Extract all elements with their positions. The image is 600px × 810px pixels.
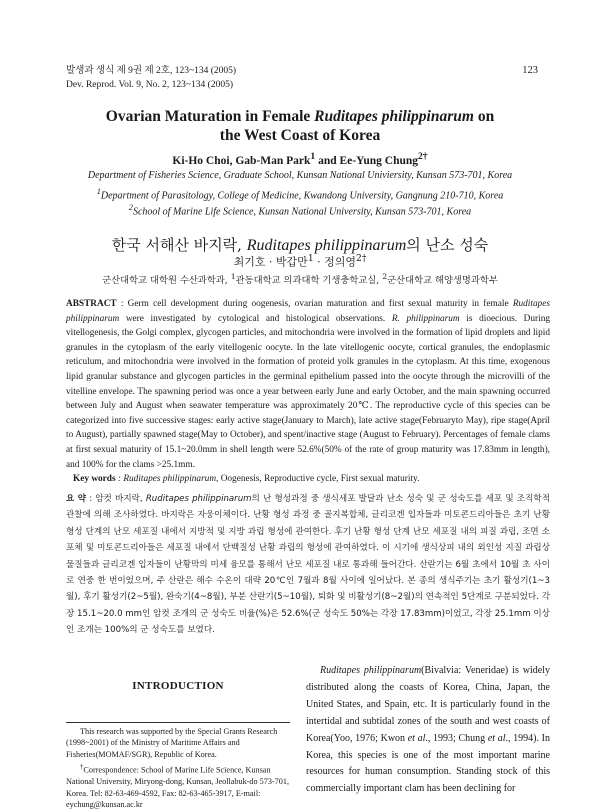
korean-abstract-text-1: : 암컷 바지락, bbox=[86, 494, 146, 504]
keywords-species: : Ruditapes philippinarum, bbox=[115, 474, 219, 485]
korean-aff-b: 관동대학교 의과대학 기생충학교실, bbox=[235, 275, 383, 287]
korean-abstract bbox=[66, 491, 550, 639]
abstract-text-3: is dioecious. During vitellogenesis, the Golgi complex, glycogen particles, and mitochondria were involved in the formation of lipid droplets and lipid granules in the cytoplasm of the early vitellogenic oocyte. In the late vitellogenic oocyte, cortical granules, the endoplasmic reticulum, and mitochondria were involved in the formation of proteid yolk granules in the cytoplasm. At this time, exogenous lipid granular substance and glycogen particles in the germinal epithelium passed into the oocyte through the microvilli of the vitelline envelope. The spawning period was once a year between early June and early October, and the main spawning occurred between July and August when seawater temperature was approximately 20℃. The reproductive cycle of this species can be categorized into five successive stages: early active stage(January to March), late active stage(Februaryto May), ripe stage(April to August), partially spawned stage(May to October), and spent/inactive stage (August to February). Percentages of female clams at first sexual maturity of 15.1~20.0mm in shell length were 52.6%(50% of the rate of group maturity was 17.83mm in length), and 100% for the clams >25.1mm. bbox=[66, 313, 550, 470]
authors-b: and Ee-Yung Chung bbox=[315, 154, 419, 167]
abstract bbox=[66, 297, 550, 487]
affiliation-1 bbox=[40, 168, 560, 184]
korean-abstract-label: 요 약 bbox=[66, 494, 87, 504]
korean-abstract-species: Ruditapes philippinarum bbox=[145, 494, 252, 504]
footnote-correspondence bbox=[66, 762, 290, 810]
title-line-2: the West Coast of Korea bbox=[219, 127, 381, 144]
keywords bbox=[66, 472, 550, 487]
korean-author-sup-a: 1 bbox=[307, 253, 314, 264]
author-sup-b: 2† bbox=[418, 151, 428, 162]
keywords-rest: Oogenesis, Reproductive cycle, First sexual maturity. bbox=[218, 474, 420, 485]
footnote-corr-text: Correspondence: School of Marine Life Science, Kunsan National University, Miryong-dong, Kunsan, Jeollabuk-do 573-701, Korea. Tel: 82-63-469-4592, Fax: 82-63-465-3917, E-mail: eychung@kunsan.ac.kr bbox=[66, 765, 290, 809]
korean-authors-b: · 정의영 bbox=[313, 255, 357, 269]
title-prefix: Ovarian Maturation in Female bbox=[105, 108, 315, 125]
page-number: 123 bbox=[522, 65, 538, 76]
title-species: Ruditapes philippinarum bbox=[314, 108, 474, 125]
running-header bbox=[66, 64, 236, 92]
korean-title-suffix: 의 난소 성숙 bbox=[406, 236, 489, 254]
korean-aff-a: 군산대학교 대학원 수산과학과, bbox=[102, 275, 231, 287]
affiliation-sup: 2 bbox=[128, 203, 133, 212]
korean-abstract-text-2: 의 난 형성과정 중 생식세포 발달과 난소 성숙 및 군 성숙도를 세포 및 조직학적 관찰에 의해 조사하였다. 바지락은 자웅이체이다. 난황 형성 과정 중 골지복합체, 글리코겐 입자들과 미토콘드리아들은 초기 난황 형성 단계의 난모 세포질 내에서 지방적 및 지방 과립 형성에 관여한다. 후기 난황 형성 단계 난모 세포질 내의 피질 과립, 조면 소포체 및 미토콘드리아들은 세포질 내에서 단백질성 난황 과립의 형성에 관여하였다. 이 시기에 생식상피 내의 외인성 지질 과립상 물질들과 글리코겐 입자들이 난황막의 미세 융모를 통해서 난모 세포질 내로 통과해 들어간다. 산란기는 6월 초에서 10월 초 사이로 연중 한 번이었으며, 주 산란은 해수 수온이 대략 20℃인 7월과 8월 사이에 일어났다. 본 종의 생식주기는 초기 활성기(1~3월), 후기 활성기(2~5월), 완숙기(4~8월), 부분 산란기(5~10월), 퇴화 및 비활성기(8~2월)의 연속적인 5단계로 구분되었다. 각장 15.1~20.0 mm인 암컷 조개의 군 성숙도 비율(%)은 52.6%(군 성숙도 50%는 각장 17.83mm)이었고, 각장 25.1mm 이상인 조개는 100%의 군 성숙도를 보였다. bbox=[66, 494, 551, 636]
affiliation-3 bbox=[40, 200, 560, 220]
intro-text-3: ., 1994). In Korea, this species is one of the most important marine resources for human consumption. Standing stock of this commercially important clam has been declining for bbox=[306, 732, 550, 795]
korean-author-list bbox=[40, 253, 560, 270]
korean-authors-a: 최기호 · 박갑만 bbox=[233, 255, 308, 269]
author-sup-a: 1 bbox=[310, 151, 316, 162]
abstract-species-1: Ruditapes philippinarum bbox=[66, 299, 550, 324]
abstract-text-1: : Germ cell development during oogenesis, ovarian maturation and first sexual maturity in female bbox=[116, 299, 513, 309]
footnote-grant-text: This research was supported by the Special Grants Research (1998~2001) of the Ministry of Maritime Affairs and Fisheries(MOMAF/SGR), Republic of Korea. bbox=[66, 727, 278, 759]
introduction-text bbox=[306, 663, 550, 798]
abstract-label: ABSTRACT bbox=[66, 299, 117, 309]
introduction-heading: INTRODUCTION bbox=[132, 680, 224, 692]
abstract-species-2: R. philippinarum bbox=[391, 313, 460, 324]
footnote-grant bbox=[66, 726, 290, 760]
korean-aff-sup-2: 2 bbox=[382, 272, 388, 281]
paper-title bbox=[40, 107, 560, 145]
journal-citation-korean: 발생과 생식 제 9권 제 2호, 123~134 (2005) bbox=[66, 66, 237, 76]
affiliation-sup: 1 bbox=[96, 187, 101, 196]
korean-title bbox=[40, 234, 560, 255]
intro-text-2: ., 1993; Chung bbox=[425, 732, 488, 744]
abstract-text-2: were investigated by cytological and histological observations. bbox=[119, 313, 392, 324]
korean-title-species: Ruditapes philippinarum bbox=[246, 237, 407, 254]
intro-etal-1: et al bbox=[407, 732, 426, 744]
footnote-corr-mark: † bbox=[80, 764, 84, 771]
intro-etal-2: et al bbox=[487, 732, 506, 744]
keywords-label: Key words bbox=[72, 474, 116, 485]
affiliation-text: Department of Fisheries Science, Graduate School, Kunsan National Univiersity, Kunsan 573-701, Korea bbox=[87, 170, 513, 181]
korean-author-sup-b: 2† bbox=[356, 253, 367, 264]
title-suffix: on bbox=[473, 108, 495, 125]
korean-aff-sup-1: 1 bbox=[230, 272, 236, 281]
journal-citation-english: Dev. Reprod. Vol. 9, No. 2, 123~134 (2005) bbox=[66, 80, 233, 90]
author-list bbox=[40, 151, 560, 167]
authors-a: Ki-Ho Choi, Gab-Man Park bbox=[172, 154, 311, 167]
footnote-divider bbox=[66, 722, 290, 723]
intro-text-1: (Bivalvia: Veneridae) is widely distributed along the coasts of Korea, China, Japan, the United States, and Spain, etc. It is particularly found in the intertidal and subtidal zones of the south and west coasts of Korea(Yoo, 1976; Kwon bbox=[306, 665, 550, 744]
korean-aff-c: 군산대학교 해양생명과학부 bbox=[387, 275, 498, 287]
intro-species: Ruditapes philippinarum bbox=[320, 665, 422, 676]
affiliation-text: Department of Parasitology, College of Medicine, Kwandong University, Gangnung 210-710, Korea bbox=[100, 190, 504, 202]
korean-affiliations bbox=[30, 272, 570, 286]
korean-title-prefix: 한국 서해산 바지락, bbox=[111, 236, 247, 254]
abstract-body bbox=[66, 297, 550, 472]
affiliation-text: School of Marine Life Science, Kunsan National University, Kunsan 573-701, Korea bbox=[132, 206, 472, 218]
